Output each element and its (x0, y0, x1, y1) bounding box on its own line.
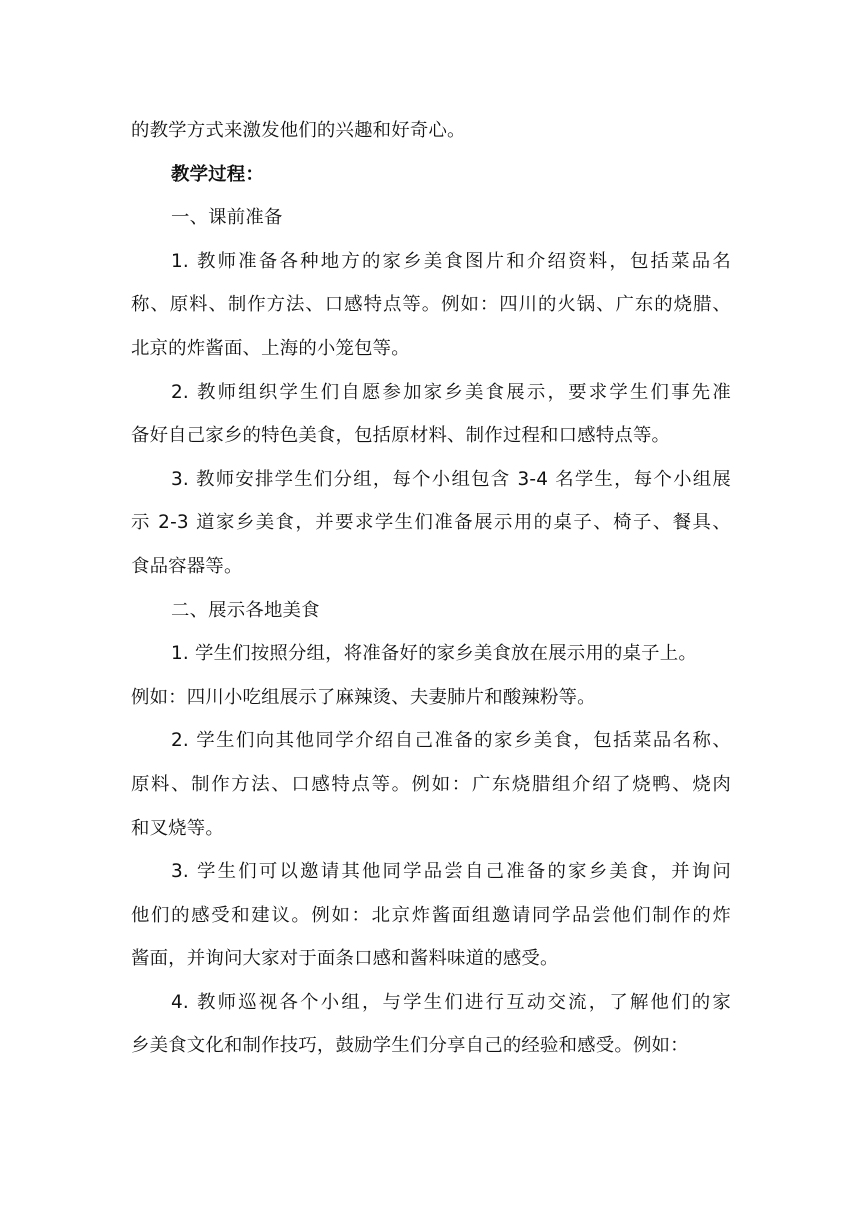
process-heading: 教学过程： (171, 163, 264, 185)
paragraph-line: 4. 教师巡视各个小组，与学生们进行互动交流，了解他们的家 (171, 991, 731, 1013)
paragraph-line: 乡美食文化和制作技巧，鼓励学生们分享自己的经验和感受。例如： (131, 1035, 689, 1057)
paragraph-line: 备好自己家乡的特色美食，包括原材料、制作过程和口感特点等。 (131, 425, 671, 447)
paragraph-line: 2. 学生们向其他同学介绍自己准备的家乡美食，包括菜品名称、 (171, 730, 731, 752)
section1-item-2 (131, 371, 731, 458)
section2-item-3 (131, 850, 731, 981)
paragraph-line: 他们的感受和建议。例如：北京炸酱面组邀请同学品尝他们制作的炸 (131, 904, 731, 926)
paragraph-line: 原料、制作方法、口感特点等。例如：广东烧腊组介绍了烧鸭、烧肉 (131, 773, 731, 795)
document-body (131, 109, 731, 1068)
paragraph-line: 1. 学生们按照分组，将准备好的家乡美食放在展示用的桌子上。 (171, 643, 697, 665)
paragraph-line: 3. 学生们可以邀请其他同学品尝自己准备的家乡美食，并询问 (171, 861, 731, 883)
paragraph-line: 北京的炸酱面、上海的小笼包等。 (131, 337, 410, 359)
section2-heading: 二、展示各地美食 (171, 599, 320, 621)
paragraph-line: 2. 教师组织学生们自愿参加家乡美食展示，要求学生们事先准 (171, 381, 731, 403)
paragraph-line: 示 2-3 道家乡美食，并要求学生们准备展示用的桌子、椅子、餐具、 (131, 512, 731, 534)
section2-item-2 (131, 719, 731, 850)
paragraph-line: 和叉烧等。 (131, 817, 224, 839)
paragraph-line: 食品容器等。 (131, 555, 243, 577)
paragraph-line: 1. 教师准备各种地方的家乡美食图片和介绍资料，包括菜品名 (171, 250, 731, 272)
section2-item-1 (131, 632, 731, 719)
paragraph-line: 3. 教师安排学生们分组，每个小组包含 3-4 名学生，每个小组展 (171, 468, 731, 490)
paragraph-line: 称、原料、制作方法、口感特点等。例如：四川的火锅、广东的烧腊、 (131, 294, 731, 316)
paragraph-line: 例如：四川小吃组展示了麻辣烫、夫妻肺片和酸辣粉等。 (131, 686, 596, 708)
paragraph-line: 酱面，并询问大家对于面条口感和酱料味道的感受。 (131, 948, 559, 970)
section1-heading: 一、课前准备 (171, 207, 283, 229)
intro-tail-text: 的教学方式来激发他们的兴趣和好奇心。 (131, 120, 466, 141)
section1-item-3 (131, 458, 731, 589)
section1-item-1 (131, 240, 731, 371)
section2-item-4 (131, 981, 731, 1068)
